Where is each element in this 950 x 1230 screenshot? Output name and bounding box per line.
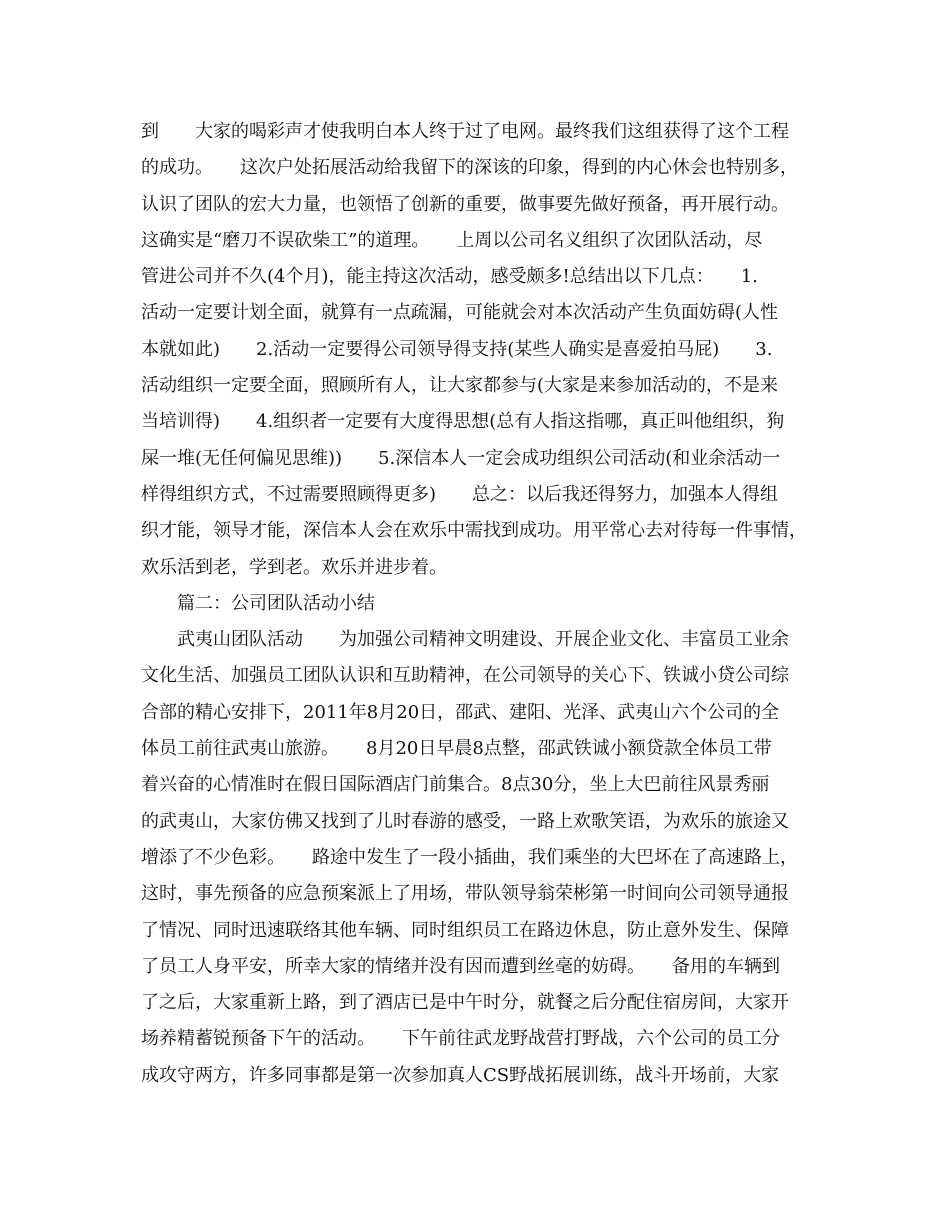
text-line: 当培训得) 4.组织者一定要有大度得思想(总有人指这指哪，真正叫他组织，狗 xyxy=(141,411,785,433)
body-text xyxy=(141,114,821,1094)
text-line: 这时，事先预备的应急预案派上了用场，带队领导翁荣彬第一时间向公司领导通报 xyxy=(141,883,789,905)
text-line: 体员工前往武夷山旅游。 8月20日早晨8点整，邵武铁诚小额贷款全体员工带 xyxy=(141,738,772,760)
text-line: 了员工人身平安，所幸大家的情绪并没有因而遭到丝毫的妨碍。 备用的车辆到 xyxy=(141,955,780,977)
text-line: 着兴奋的心情准时在假日国际酒店门前集合。8点30分，坐上大巴前往风景秀丽 xyxy=(141,774,770,796)
text-line: 本就如此) 2.活动一定要得公司领导得支持(某些人确实是喜爱拍马屁) 3. xyxy=(141,338,773,360)
text-line: 屎一堆(无任何偏见思维)) 5.深信本人一定会成功组织公司活动(和业余活动一 xyxy=(141,447,781,469)
text-line: 活动组织一定要全面，照顾所有人，让大家都参与(大家是来参加活动的，不是来 xyxy=(141,375,779,397)
text-line: 文化生活、加强员工团队认识和互助精神，在公司领导的关心下、铁诚小贷公司综 xyxy=(141,665,789,687)
text-line: 管进公司并不久(4个月)，能主持这次活动，感受颇多!总结出以下几点： 1. xyxy=(141,266,758,288)
text-line: 合部的精心安排下，2011年8月20日，邵武、建阳、光泽、武夷山六个公司的全 xyxy=(141,701,780,723)
text-line: 了之后，大家重新上路，到了酒店已是中午时分，就餐之后分配住宿房间，大家开 xyxy=(141,992,789,1014)
text-line: 认识了团队的宏大力量，也领悟了创新的重要，做事要先做好预备，再开展行动。 xyxy=(141,193,789,215)
text-line: 了情况、同时迅速联络其他车辆、同时组织员工在路边休息，防止意外发生、保障 xyxy=(141,919,789,941)
text-line: 这确实是“磨刀不误砍柴工”的道理。 上周以公司名义组织了次团队活动，尽 xyxy=(141,229,763,251)
text-line: 增添了不少色彩。 路途中发生了一段小插曲，我们乘坐的大巴坏在了高速路上， xyxy=(141,846,798,868)
text-line: 场养精蓄锐预备下午的活动。 下午前往武龙野战营打野战，六个公司的员工分 xyxy=(141,1028,780,1050)
text-line: 欢乐活到老，学到老。欢乐并进步着。 xyxy=(141,556,447,578)
text-line: 成攻守两方，许多同事都是第一次参加真人CS野战拓展训练，战斗开场前，大家 xyxy=(141,1064,780,1086)
text-line: 的武夷山，大家仿佛又找到了儿时春游的感受，一路上欢歌笑语，为欢乐的旅途又 xyxy=(141,810,789,832)
text-line: 活动一定要计划全面，就算有一点疏漏，可能就会对本次活动产生负面妨碍(人性 xyxy=(141,302,779,324)
text-line: 武夷山团队活动 为加强公司精神文明建设、开展企业文化、丰富员工业余 xyxy=(141,629,789,651)
text-line: 的成功。 这次户处拓展活动给我留下的深该的印象，得到的内心休会也特别多， xyxy=(141,157,798,179)
text-line: 到 大家的喝彩声才使我明白本人终于过了电网。最终我们这组获得了这个工程 xyxy=(141,121,789,142)
section-heading: 篇二：公司团队活动小结 xyxy=(141,592,375,614)
text-line: 样得组织方式，不过需要照顾得更多) 总之：以后我还得努力，加强本人得组 xyxy=(141,483,779,505)
text-line: 织才能，领导才能，深信本人会在欢乐中需找到成功。用平常心去对待每一件事情， xyxy=(141,520,807,542)
